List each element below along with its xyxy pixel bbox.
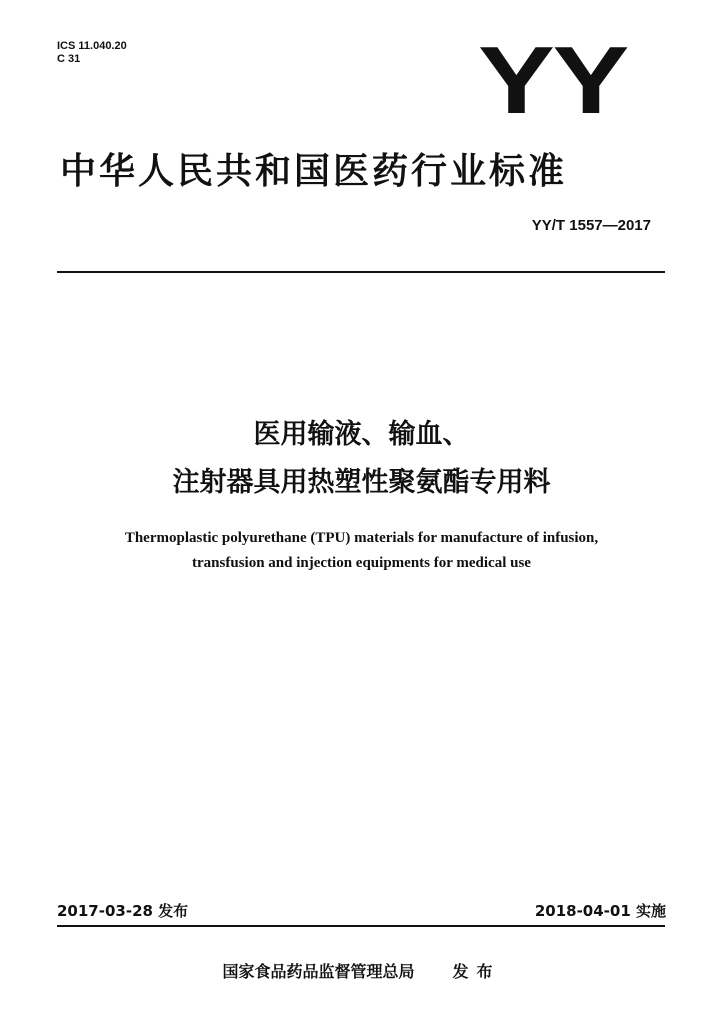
publish-action: 发布	[452, 962, 501, 981]
ccs-code: C 31	[57, 53, 81, 65]
classification-codes	[57, 40, 127, 66]
yy-logo: YY	[478, 27, 627, 134]
standard-number: YY/T 1557—2017	[531, 217, 651, 234]
implementation-date: 2018-04-01 实施	[534, 902, 666, 920]
title-cn-line2: 注射器具用热塑性聚氨酯专用料	[172, 467, 551, 498]
title-en-line1: Thermoplastic polyurethane (TPU) materials for manufacture of infusion,	[124, 530, 599, 546]
bottom-divider	[57, 925, 665, 927]
publisher-name: 国家食品药品监督管理总局	[222, 962, 415, 981]
org-title: 中华人民共和国医药行业标准	[60, 151, 568, 192]
ics-code: ICS 11.040.20	[57, 40, 127, 52]
title-cn-line1: 医用输液、输血、	[253, 419, 470, 450]
title-en-line2: transfusion and injection equipments for medical use	[192, 555, 531, 571]
top-divider	[57, 271, 665, 273]
publisher-line	[0, 962, 723, 982]
issue-date: 2017-03-28 发布	[57, 902, 189, 920]
